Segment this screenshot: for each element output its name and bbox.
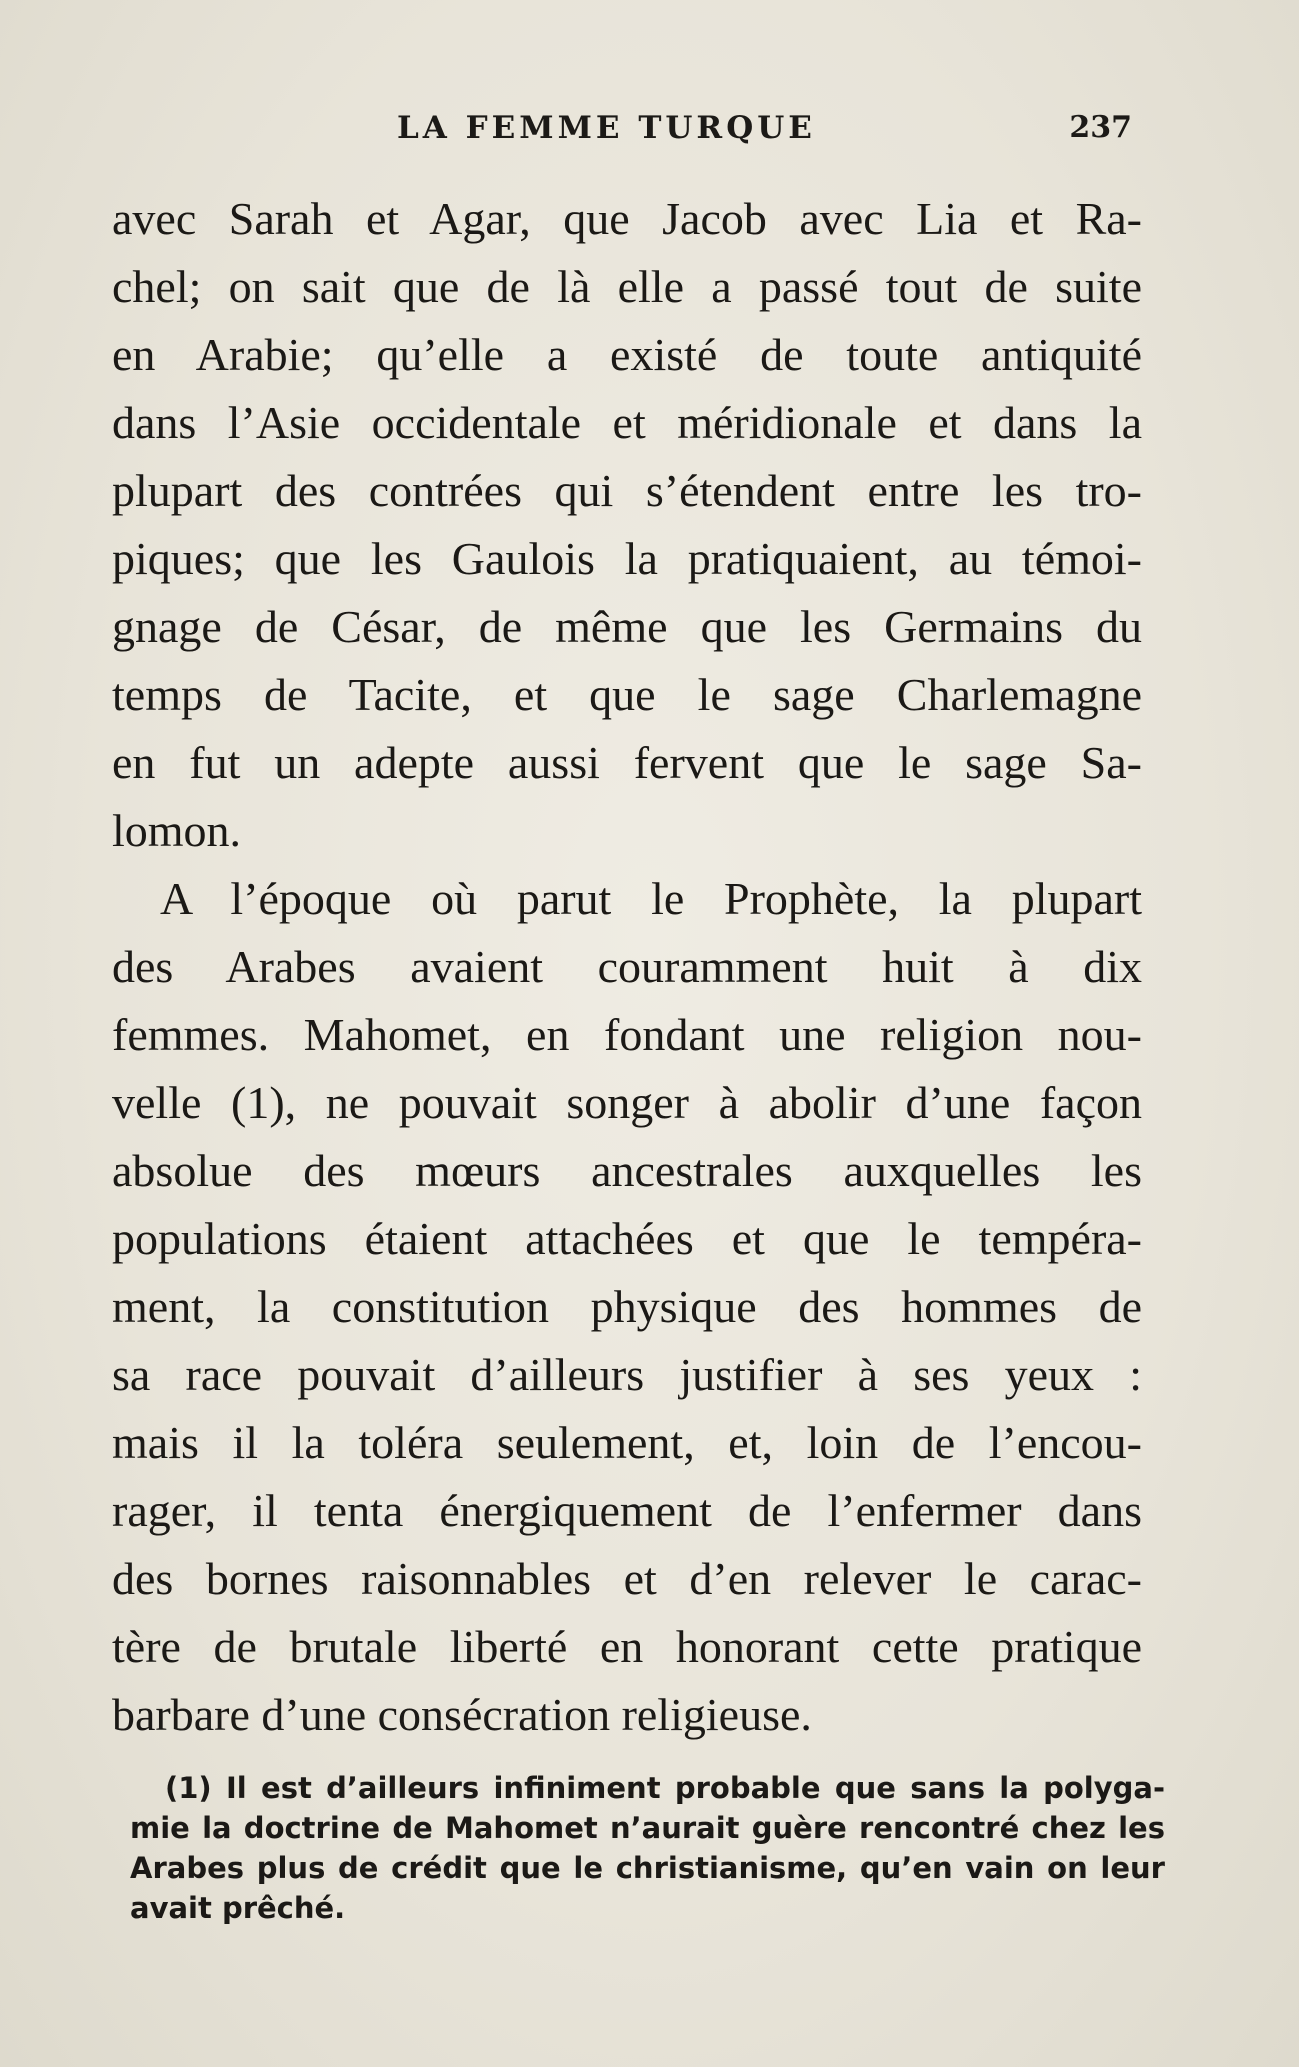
text-line: chel; on sait que de là elle a passé tout de suite (112, 261, 1142, 312)
text-line: plupart des contrées qui s’étendent entre les tro- (112, 465, 1142, 516)
text-line: barbare d’une consécration religieuse. (112, 1689, 812, 1740)
text-line: lomon. (112, 805, 242, 856)
text-line: piques; que les Gaulois la pratiquaient, au témoi- (112, 533, 1142, 584)
footnote-line: mie la doctrine de Mahomet n’aurait guère rencontré chez les (130, 1811, 1165, 1845)
footnote-line: Arabes plus de crédit que le christianisme, qu’en vain on leur (130, 1851, 1165, 1885)
text-line: gnage de César, de même que les Germains du (112, 601, 1142, 652)
main-text (112, 185, 1142, 1749)
text-line: dans l’Asie occidentale et méridionale et dans la (112, 397, 1142, 448)
text-line: des bornes raisonnables et d’en relever le carac- (112, 1553, 1142, 1604)
text-line: des Arabes avaient couramment huit à dix (112, 941, 1142, 992)
text-line: avec Sarah et Agar, que Jacob avec Lia et Ra- (112, 193, 1142, 244)
text-line: velle (1), ne pouvait songer à abolir d’une façon (112, 1077, 1142, 1128)
page-number: 237 (1069, 110, 1132, 145)
text-line: absolue des mœurs ancestrales auxquelles les (112, 1145, 1142, 1196)
running-title: LA FEMME TURQUE (397, 110, 816, 146)
text-line: en Arabie; qu’elle a existé de toute antiquité (112, 329, 1142, 380)
footnote-line: avait prêché. (130, 1891, 346, 1925)
text-line: tère de brutale liberté en honorant cette pratique (112, 1621, 1142, 1672)
footnote-line: (1) Il est d’ailleurs infiniment probable que sans la polyga- (165, 1771, 1165, 1805)
text-line: rager, il tenta énergiquement de l’enfermer dans (112, 1485, 1142, 1536)
text-line: sa race pouvait d’ailleurs justifier à ses yeux : (112, 1349, 1142, 1400)
text-line: temps de Tacite, et que le sage Charlemagne (112, 669, 1142, 720)
running-header (112, 110, 1132, 160)
footnote (130, 1768, 1165, 1928)
text-line: femmes. Mahomet, en fondant une religion nou- (112, 1009, 1142, 1060)
text-line: ment, la constitution physique des hommes de (112, 1281, 1142, 1332)
text-line: mais il la toléra seulement, et, loin de l’encou- (112, 1417, 1142, 1468)
text-line: populations étaient attachées et que le tempéra- (112, 1213, 1142, 1264)
text-line: A l’époque où parut le Prophète, la plupart (160, 873, 1142, 924)
text-line: en fut un adepte aussi fervent que le sage Sa- (112, 737, 1142, 788)
